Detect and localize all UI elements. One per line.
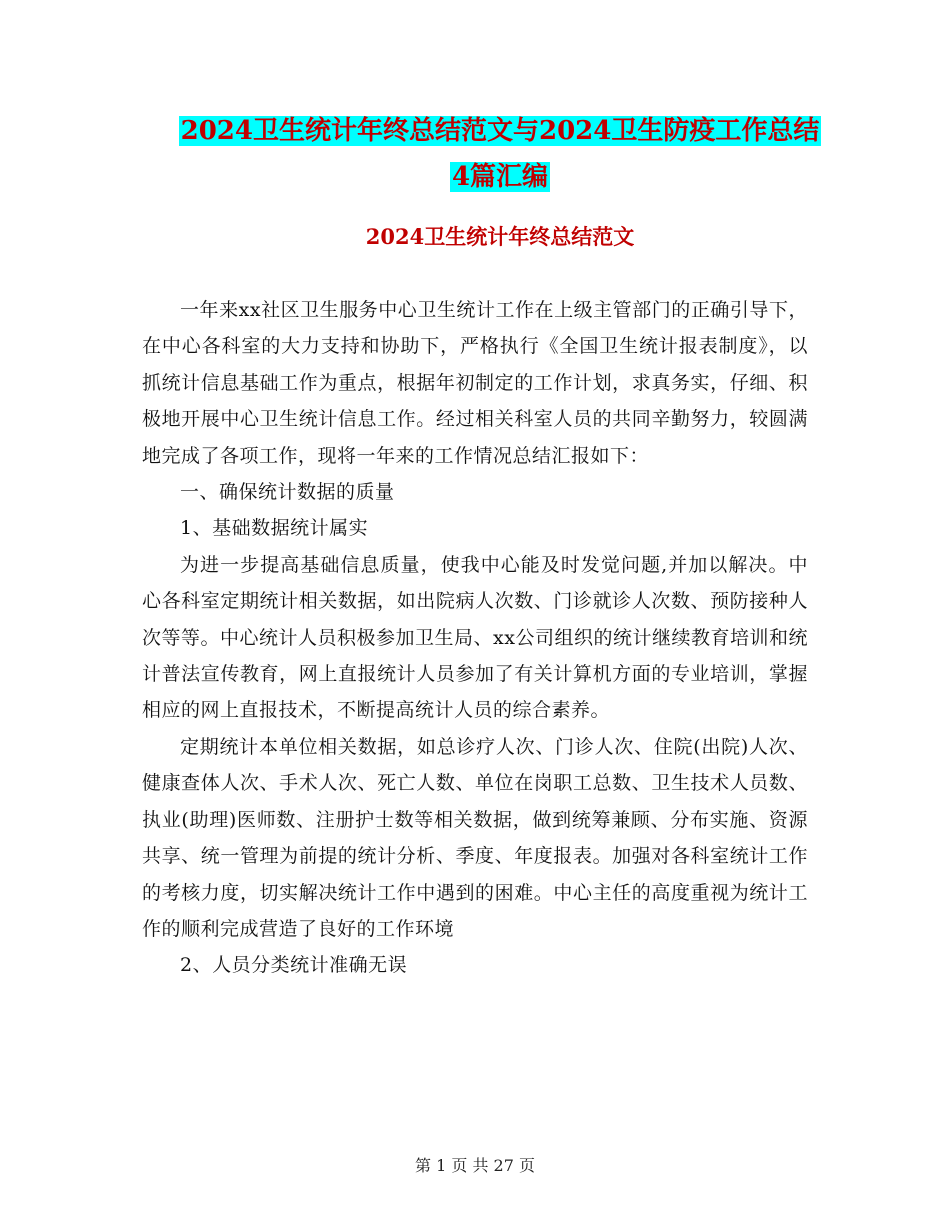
heading-personnel: 2、人员分类统计准确无误: [180, 954, 408, 977]
paragraph-basic-data: 为进一步提高基础信息质量，使我中心能及时发觉问题,并加以解决。中心各科室定期统计相关数据，如出院病人次数、门诊就诊人次数、预防接种人次等等。中心统计人员积极参加卫生局、xx公司组织的统计继续教育培训和统计普法宣传教育，网上直报统计人员参加了有关计算机方面的专业培训，掌握相应的网上直报技术，不断提高统计人员的综合素养。: [142, 553, 808, 722]
paragraph-intro: 一年来xx社区卫生服务中心卫生统计工作在上级主管部门的正确引导下，在中心各科室的大力支持和协助下，严格执行《全国卫生统计报表制度》，以抓统计信息基础工作为重点，根据年初制定的工作计划，求真务实，仔细、积极地开展中心卫生统计信息工作。经过相关科室人员的共同辛勤努力，较圆满地完成了各项工作，现将一年来的工作情况总结汇报如下：: [142, 299, 808, 467]
document-title-line2: 4篇汇编: [451, 162, 549, 192]
paragraph-regular-stats: 定期统计本单位相关数据，如总诊疗人次、门诊人次、住院(出院)人次、健康查体人次、手术人次、死亡人数、单位在岗职工总数、卫生技术人员数、执业(助理)医师数、注册护士数等相关数据，做到统筹兼顾、分布实施、资源共享、统一管理为前提的统计分析、季度、年度报表。加强对各科室统计工作的考核力度，切实解决统计工作中遇到的困难。中心主任的高度重视为统计工作的顺利完成营造了良好的工作环境: [142, 735, 808, 940]
page-footer: 第 1 页 共 27 页: [415, 1156, 535, 1175]
heading-quality: 一、确保统计数据的质量: [180, 481, 395, 504]
document-title-line1: 2024卫生统计年终总结范文与2024卫生防疫工作总结: [180, 116, 820, 146]
heading-basic-data: 1、基础数据统计属实: [180, 517, 369, 540]
section-title: 2024卫生统计年终总结范文: [365, 224, 635, 249]
document-title: [140, 108, 860, 200]
document-body: [142, 292, 808, 984]
